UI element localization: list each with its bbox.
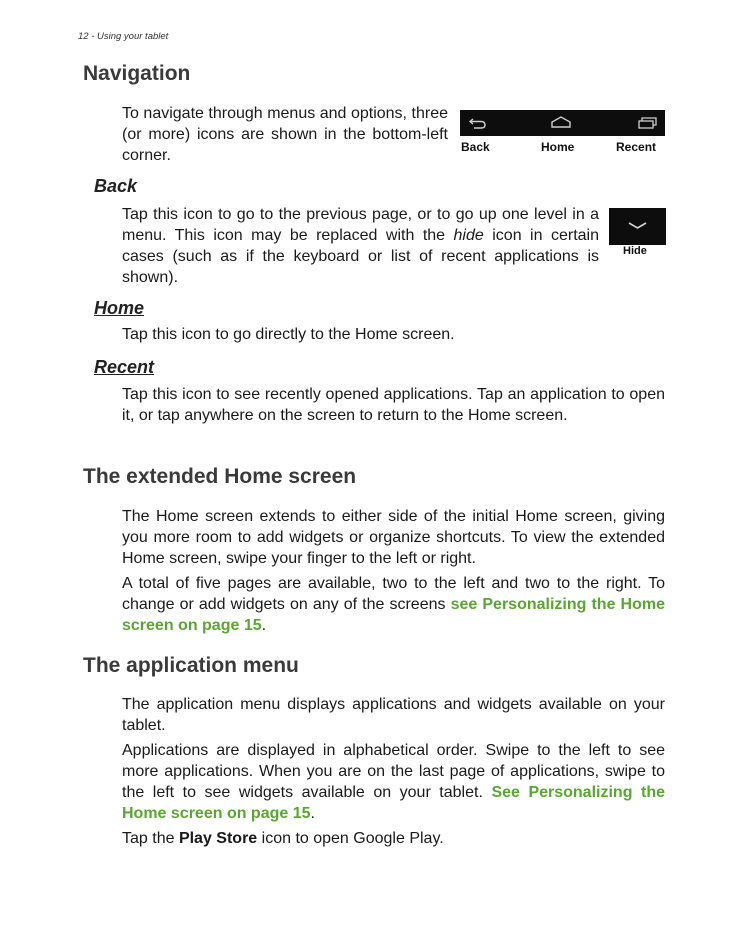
personalizing-link-2[interactable]: See Personalizing the Home screen on page 15 (122, 784, 665, 822)
personalizing-link[interactable]: see Personalizing the Home screen on page 15 (122, 596, 666, 634)
recent-label: Recent (616, 140, 657, 154)
hide-icon-image (609, 208, 666, 245)
chevron-down-icon (609, 208, 666, 245)
back-description: Tap this icon to go to the previous page, or to go up one level in a menu. This icon may be replaced with the hide icon in certain cases (such as if the keyboard or list of recent applications is shown). (122, 206, 599, 286)
extended-home-heading: The extended Home screen (83, 465, 357, 488)
back-heading: Back (94, 176, 138, 196)
navigation-bar-image (460, 110, 665, 136)
home-description: Tap this icon to go directly to the Home screen. (122, 326, 455, 343)
recent-heading: Recent (94, 357, 155, 377)
back-label: Back (461, 140, 490, 154)
recent-description: Tap this icon to see recently opened applications. Tap an application to open it, or tap anywhere on the screen to return to the Home screen. (122, 386, 665, 424)
app-menu-paragraph-2: Applications are displayed in alphabetical order. Swipe to the left to see more applications. When you are on the last page of applications, swipe to the left to see widgets available on your tablet. See Personalizing the Home screen on page 15. (122, 742, 665, 822)
navigation-intro: To navigate through menus and options, three (or more) icons are shown in the bottom-left corner. (122, 105, 448, 164)
extended-paragraph-2: A total of five pages are available, two to the left and two to the right. To change or add widgets on any of the screens see Personalizing the Home screen on page 15. (122, 575, 666, 634)
extended-paragraph-1: The Home screen extends to either side of the initial Home screen, giving you more room to add widgets or organize shortcuts. To view the extended Home screen, swipe your finger to the left or right. (122, 508, 665, 567)
app-menu-paragraph-3: Tap the Play Store icon to open Google Play. (122, 830, 444, 847)
running-header: 12 - Using your tablet (78, 31, 169, 42)
app-menu-paragraph-1: The application menu displays applications and widgets available on your tablet. (122, 696, 665, 734)
navigation-heading: Navigation (83, 62, 191, 85)
back-icon (466, 110, 490, 136)
hide-label: Hide (623, 245, 647, 257)
application-menu-heading: The application menu (83, 654, 299, 677)
home-label: Home (541, 140, 575, 154)
home-heading: Home (94, 298, 145, 318)
home-icon (549, 110, 573, 136)
recent-icon (636, 110, 660, 136)
